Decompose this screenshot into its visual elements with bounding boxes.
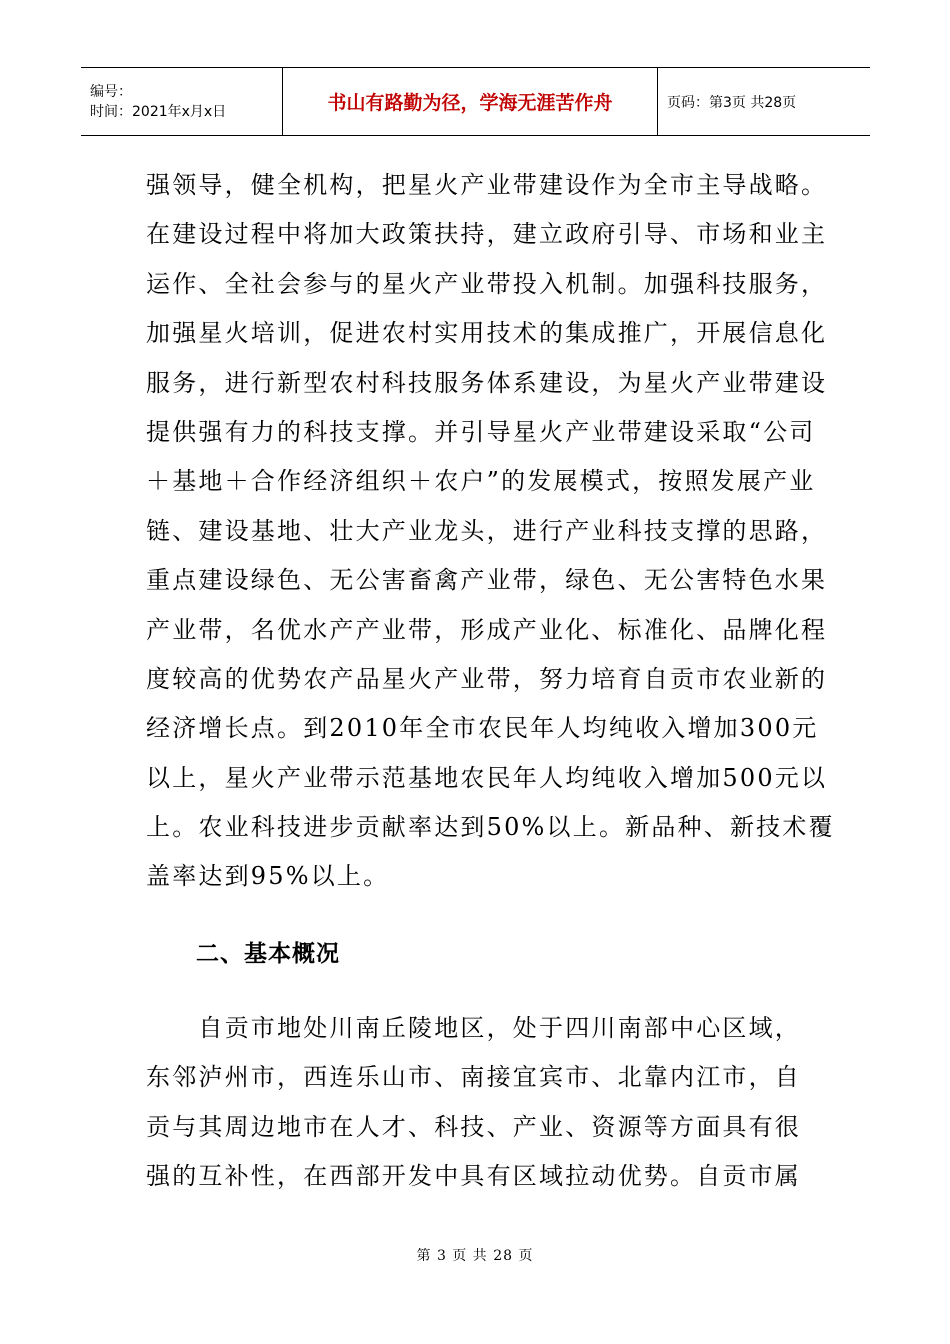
header-page-info <box>658 68 870 135</box>
number-label: 编号： <box>90 83 132 100</box>
header-meta <box>81 68 283 135</box>
page-info-text: 页码：第3页 共28页 <box>667 94 797 111</box>
text-line: 产业带，名优水产产业带，形成产业化、标准化、品牌化程 <box>146 615 828 644</box>
text-line: 重点建设绿色、无公害畜禽产业带，绿色、无公害特色水果 <box>146 566 828 595</box>
text-line: 贡与其周边地市在人才、科技、产业、资源等方面具有很 <box>146 1112 801 1141</box>
text-line: 链、建设基地、壮大产业龙头，进行产业科技支撑的思路， <box>146 516 828 545</box>
text-line: 以上，星火产业带示范基地农民年人均纯收入增加500元以 <box>146 763 828 792</box>
text-line: 盖率达到95%以上。 <box>146 862 390 891</box>
motto-text: 书山有路勤为径，学海无涯苦作舟 <box>327 92 613 114</box>
page-header <box>81 67 870 136</box>
paragraph-1 <box>146 161 835 902</box>
paragraph-2 <box>146 1004 806 1202</box>
text-line: 提供强有力的科技支撑。并引导星火产业带建设采取“公司 <box>146 417 816 446</box>
page-footer: 第 3 页 共 28 页 <box>416 1248 534 1264</box>
time-label: 时间：2021年x月x日 <box>90 103 227 120</box>
text-line: 东邻泸州市，西连乐山市、南接宜宾市、北靠内江市，自 <box>146 1063 801 1092</box>
text-line: 运作、全社会参与的星火产业带投入机制。加强科技服务， <box>146 269 828 298</box>
text-line: 强领导，健全机构，把星火产业带建设作为全市主导战略。 <box>146 171 828 199</box>
text-line: 自贡市地处川南丘陵地区，处于四川南部中心区域， <box>146 1014 801 1042</box>
text-line: 经济增长点。到2010年全市农民年人均纯收入增加300元 <box>146 714 819 743</box>
header-motto <box>283 68 658 135</box>
text-line: 加强星火培训，促进农村实用技术的集成推广，开展信息化 <box>146 319 828 348</box>
text-line: 服务，进行新型农村科技服务体系建设，为星火产业带建设 <box>146 368 828 397</box>
text-line: 上。农业科技进步贡献率达到50%以上。新品种、新技术覆 <box>146 813 835 842</box>
text-line: 度较高的优势农产品星火产业带，努力培育自贡市农业新的 <box>146 664 828 693</box>
text-line: 强的互补性，在西部开发中具有区域拉动优势。自贡市属 <box>146 1162 801 1191</box>
text-line: 在建设过程中将加大政策扶持，建立政府引导、市场和业主 <box>146 220 828 249</box>
section-heading: 二、基本概况 <box>196 941 340 967</box>
text-line: ＋基地＋合作经济组织＋农户”的发展模式，按照发展产业 <box>146 467 816 496</box>
